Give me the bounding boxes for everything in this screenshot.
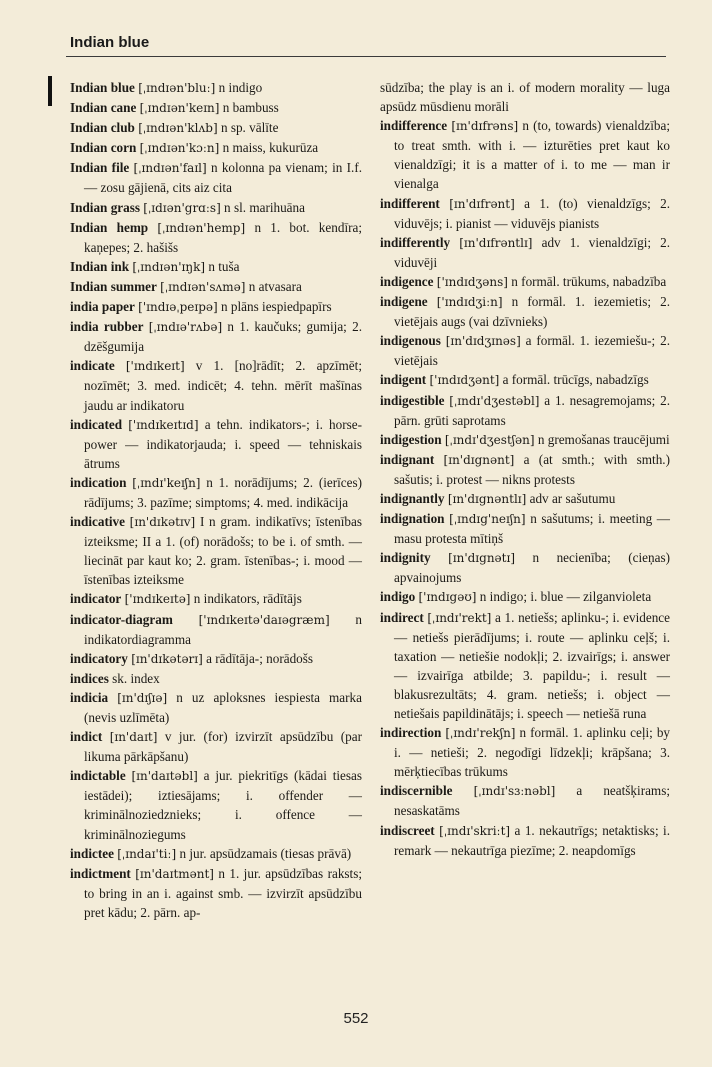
headword: indigence xyxy=(380,273,434,289)
headword: indictment xyxy=(70,865,131,881)
headword: Indian club xyxy=(70,120,135,136)
dictionary-entry xyxy=(70,317,362,356)
headword: indigent xyxy=(380,372,427,388)
header-rule xyxy=(66,56,666,57)
headword: indigenous xyxy=(380,333,441,349)
headword: indignant xyxy=(380,451,435,467)
headword: indignity xyxy=(380,550,431,566)
pronunciation: ['ɪndɪdʒiːn] xyxy=(436,295,503,310)
headword: indiscreet xyxy=(380,822,435,838)
left-column xyxy=(70,78,362,922)
headword: indicator-diagram xyxy=(70,611,173,627)
headword: Indian cane xyxy=(70,100,137,116)
dictionary-entry xyxy=(380,116,670,193)
headword: indict xyxy=(70,729,103,745)
pronunciation: [ˌɪndɪən'kɔːn] xyxy=(139,141,220,156)
definition: n 1. jur. apsūdzības raksts; to bring in an i. against smb. — izvirzīt apsūdzību pret kādu; 2. pārn. ap- xyxy=(84,865,363,920)
right-column xyxy=(380,78,670,860)
headword: indictee xyxy=(70,845,114,861)
headword: india rubber xyxy=(70,319,144,335)
headword: indigene xyxy=(380,294,428,310)
definition: a formāl. 1. iezemiešu-; 2. vietējais xyxy=(394,333,670,369)
pronunciation: ['ɪndɪgəʊ] xyxy=(418,590,477,605)
pronunciation: [ˌɪndɪ'sɜːnəbl] xyxy=(473,784,556,799)
headword: Indian ink xyxy=(70,258,130,274)
pronunciation: [ˌɪndɪən'faɪl] xyxy=(133,161,207,176)
dictionary-entry xyxy=(70,688,362,727)
dictionary-entry xyxy=(380,331,670,370)
definition: a jur. piekritīgs (kādai tiesas iestādei); iztiesājams; i. offender — kriminālnoziedznieks; i. offence — kriminālnoziegums xyxy=(84,768,363,842)
dictionary-entry xyxy=(70,257,362,277)
definition: n uz aploksnes iespiesta marka (nevis uzlīmēta) xyxy=(84,689,363,725)
definition: a 1. nekautrīgs; netaktisks; i. remark — nekautrīga piezīme; 2. neapdomīgs xyxy=(394,822,671,858)
definition: a neatšķirams; nesaskatāms xyxy=(394,783,670,819)
headword: indifferent xyxy=(380,195,440,211)
definition: a tehn. indikators-; i. horse-power — indikatorjauda; i. speed — tehniskais ātrums xyxy=(84,416,363,471)
headword: indication xyxy=(70,474,127,490)
pronunciation: [ɪn'dɪkətɪv] xyxy=(129,515,196,530)
definition: I n gram. indikatīvs; īstenības izteiksme; II a 1. (of) norādošs; to be i. of smth. — liecināt par kaut ko; 2. gram. īstenības-; i. mood — īstenības izteiksme xyxy=(84,514,363,588)
dictionary-entry xyxy=(70,766,362,843)
headword: Indian grass xyxy=(70,199,140,215)
definition: adv 1. vienaldzīgi; 2. viduvēji xyxy=(394,234,671,270)
pronunciation: [ɪn'daɪt] xyxy=(109,730,158,745)
headword: indicated xyxy=(70,416,123,432)
pronunciation: [ɪn'dɪdʒɪnəs] xyxy=(445,334,521,349)
pronunciation: ['ɪndɪdʒəns] xyxy=(436,274,508,289)
pronunciation: [ɪn'daɪtmənt] xyxy=(135,866,214,881)
thumb-index-marker xyxy=(48,76,52,106)
definition: n (to, towards) vienaldzība; to treat smth. with i. — izturēties pret kaut ko vienaldzīgi; it is a matter of i. to me — man ir vienalga xyxy=(394,118,670,192)
headword: Indian summer xyxy=(70,278,157,294)
headword: indicatory xyxy=(70,650,128,666)
definition: n kolonna pa vienam; in I.f. — zosu gājienā, cits aiz cita xyxy=(84,160,363,196)
headword: indirection xyxy=(380,725,442,741)
headword: Indian blue xyxy=(70,80,135,95)
dictionary-entry xyxy=(380,233,670,272)
dictionary-entry xyxy=(380,587,670,607)
dictionary-entry xyxy=(380,781,670,820)
dictionary-entry xyxy=(70,198,362,218)
dictionary-entry xyxy=(380,450,670,489)
pronunciation: [ˌɪndɪ'dʒestʃən] xyxy=(444,432,535,447)
pronunciation: [ˌɪdɪən'grɑːs] xyxy=(143,200,221,215)
headword: indicative xyxy=(70,514,125,530)
dictionary-entry xyxy=(380,272,670,292)
dictionary-entry xyxy=(380,489,670,509)
pronunciation: ['ɪndɪkeɪtə'daɪəgræm] xyxy=(198,612,330,627)
pronunciation: [ˌɪndɪ'rekt] xyxy=(427,610,492,625)
definition: v 1. [no]rādīt; 2. apzīmēt; nozīmēt; 3. med. indicēt; 4. tehn. mērīt mašīnas jaudu ar indikatoru xyxy=(84,358,362,413)
definition: a 1. netiešs; aplinku-; i. evidence — netiešs pierādījums; i. route — aplinku ceļš; i. taxation — netiešie nodokļi; 2. izvairīgs; i. answer — izvairīga atbilde; 3. papildu-; i. result — blakusrezultāts; 4. gram. netiešs; i. object — netiešais papildinātājs; i. speech — netiešā runa xyxy=(394,609,671,721)
dictionary-entry xyxy=(70,277,362,297)
headword: indifferently xyxy=(380,234,451,250)
pronunciation: ['ɪndɪəˌpeɪpə] xyxy=(138,300,218,315)
definition: n jur. apsūdzamais (tiesas prāvā) xyxy=(179,845,352,861)
headword: indictable xyxy=(70,768,126,784)
dictionary-entry xyxy=(70,844,362,864)
dictionary-entry xyxy=(70,649,362,669)
definition: a formāl. trūcīgs, nabadzīgs xyxy=(502,372,649,388)
headword: Indian file xyxy=(70,160,130,176)
dictionary-entry xyxy=(380,78,670,116)
definition: n maiss, kukurūza xyxy=(222,140,319,156)
headword: Indian hemp xyxy=(70,219,149,235)
pronunciation: [ˌɪndɪən'hemp] xyxy=(157,220,246,235)
definition: a 1. (to) vienaldzīgs; 2. viduvējs; i. pianist — viduvējs pianists xyxy=(394,195,671,231)
dictionary-entry xyxy=(70,356,362,414)
headword: indigestion xyxy=(380,431,442,447)
pronunciation: [ˌɪndɪən'keɪn] xyxy=(139,101,220,116)
definition: n tuša xyxy=(208,258,240,274)
dictionary-entry xyxy=(380,509,670,548)
pronunciation: [ˌɪndɪə'rʌbə] xyxy=(148,320,223,335)
headword: indigo xyxy=(380,589,416,605)
definition: sūdzība; the play is an i. of modern morality — luga apsūdz mūsdienu morāli xyxy=(380,80,670,115)
definition: n indigo xyxy=(218,80,263,95)
headword: indices xyxy=(70,670,109,686)
definition: a (at smth.; with smth.) sašutis; i. protest — nikns protests xyxy=(394,451,670,487)
dictionary-entry xyxy=(70,138,362,158)
pronunciation: [ˌɪndɪən'sʌmə] xyxy=(160,279,246,294)
definition: n formāl. 1. iezemietis; 2. vietējais augs (vai dzīvnieks) xyxy=(394,294,671,330)
definition: n 1. bot. kendīra; kaņepes; 2. hašišs xyxy=(84,219,363,255)
definition: n formāl. trūkums, nabadzība xyxy=(511,273,667,289)
headword: indignation xyxy=(380,511,445,527)
dictionary-entry xyxy=(70,727,362,766)
definition: adv ar sašutumu xyxy=(529,490,616,506)
pronunciation: [ɪn'dɪgnənt] xyxy=(443,452,515,467)
definition: n indigo; i. blue — zilganvioleta xyxy=(479,589,652,605)
pronunciation: [ɪn'dɪkətərɪ] xyxy=(131,651,203,666)
definition: n atvasara xyxy=(248,278,302,294)
pronunciation: [ˌɪndɪ'rekʃn] xyxy=(445,726,516,741)
headword: indicia xyxy=(70,689,109,705)
headword: indicate xyxy=(70,358,115,374)
dictionary-entry xyxy=(380,391,670,430)
dictionary-entry xyxy=(70,297,362,317)
pronunciation: [ɪn'dɪʃɪə] xyxy=(117,690,168,705)
definition: n 1. kaučuks; gumija; 2. dzēšgumija xyxy=(84,319,363,355)
pronunciation: [ɪn'dɪgnəntlɪ] xyxy=(447,491,527,506)
pronunciation: [ɪn'dɪgnətɪ] xyxy=(448,551,515,566)
dictionary-entry xyxy=(380,292,670,331)
definition: v jur. (for) izvirzīt apsūdzību (par likuma pārkāpšanu) xyxy=(84,729,363,765)
dictionary-entry xyxy=(70,864,362,922)
headword: indirect xyxy=(380,609,424,625)
definition: n sl. marihuāna xyxy=(224,199,305,215)
dictionary-entry xyxy=(380,821,670,860)
dictionary-entry xyxy=(380,723,670,781)
pronunciation: ['ɪndɪkeɪt] xyxy=(125,359,185,374)
dictionary-entry xyxy=(70,610,362,649)
definition: sk. index xyxy=(112,670,160,686)
headword: indigestible xyxy=(380,392,445,408)
pronunciation: [ɪn'dɪfrənt] xyxy=(449,196,515,211)
pronunciation: [ˌɪndɪ'dʒestəbl] xyxy=(449,393,540,408)
dictionary-entry xyxy=(70,118,362,138)
pronunciation: [ˌɪndɪən'ɪŋk] xyxy=(132,259,206,274)
definition: a rādītāja-; norādošs xyxy=(206,650,314,666)
pronunciation: ['ɪndɪdʒənt] xyxy=(429,373,500,388)
definition: n sp. vālīte xyxy=(220,120,279,136)
pronunciation: [ɪn'dɪfrəns] xyxy=(451,119,519,134)
dictionary-entry xyxy=(380,548,670,587)
pronunciation: [ˌɪndɪən'bluː] xyxy=(138,81,216,95)
dictionary-entry xyxy=(70,589,362,609)
definition: n plāns iespiedpapīrs xyxy=(221,299,332,315)
headword: Indian corn xyxy=(70,140,137,156)
page-number: 552 xyxy=(343,1010,369,1027)
pronunciation: [ˌɪndɪ'keɪʃn] xyxy=(132,475,201,490)
definition: n indikators, rādītājs xyxy=(193,591,302,607)
dictionary-entry xyxy=(70,512,362,589)
dictionary-entry xyxy=(380,370,670,390)
pronunciation: [ɪn'dɪfrəntlɪ] xyxy=(459,235,533,250)
headword: indicator xyxy=(70,591,122,607)
definition: n formāl. 1. aplinku ceļi; by i. — netieši; 2. negodīgi līdzekļi; krāpšana; 3. mērķtiecības trūkums xyxy=(394,725,671,780)
dictionary-entry xyxy=(380,608,670,724)
definition: n indikatordiagramma xyxy=(84,611,363,647)
definition: n necienība; (cieņas) apvainojums xyxy=(394,550,671,586)
dictionary-entry xyxy=(70,218,362,257)
definition: n bambuss xyxy=(222,100,279,116)
definition: a 1. nesagremojams; 2. pārn. grūti saprotams xyxy=(394,392,671,428)
definition: n sašutums; i. meeting — masu protesta mītiņš xyxy=(394,511,670,547)
dictionary-entry xyxy=(380,194,670,233)
pronunciation: [ˌɪndɪən'klʌb] xyxy=(138,121,218,136)
headword: indiscernible xyxy=(380,783,453,799)
dictionary-entry xyxy=(380,430,670,450)
dictionary-entry xyxy=(70,473,362,512)
dictionary-entry xyxy=(70,669,362,688)
headword: indignantly xyxy=(380,490,445,506)
dictionary-entry xyxy=(70,415,362,473)
dictionary-entry xyxy=(70,98,362,118)
headword: india paper xyxy=(70,299,135,315)
running-head: Indian blue xyxy=(70,34,150,51)
dictionary-entry xyxy=(70,158,362,197)
definition: n 1. norādījums; 2. (ierīces) rādījums; 3. pazīme; simptoms; 4. med. indikācija xyxy=(84,474,363,510)
pronunciation: [ɪn'daɪtəbl] xyxy=(131,769,198,784)
headword: indifference xyxy=(380,118,448,134)
pronunciation: [ˌɪndɪg'neɪʃn] xyxy=(449,512,526,527)
dictionary-entry xyxy=(70,78,362,98)
pronunciation: [ˌɪndaɪ'tiː] xyxy=(117,846,177,861)
pronunciation: ['ɪndɪkeɪtɪd] xyxy=(128,417,199,432)
pronunciation: [ˌɪndɪ'skriːt] xyxy=(439,823,511,838)
definition: n gremošanas traucējumi xyxy=(537,431,670,447)
pronunciation: ['ɪndɪkeɪtə] xyxy=(124,592,191,607)
